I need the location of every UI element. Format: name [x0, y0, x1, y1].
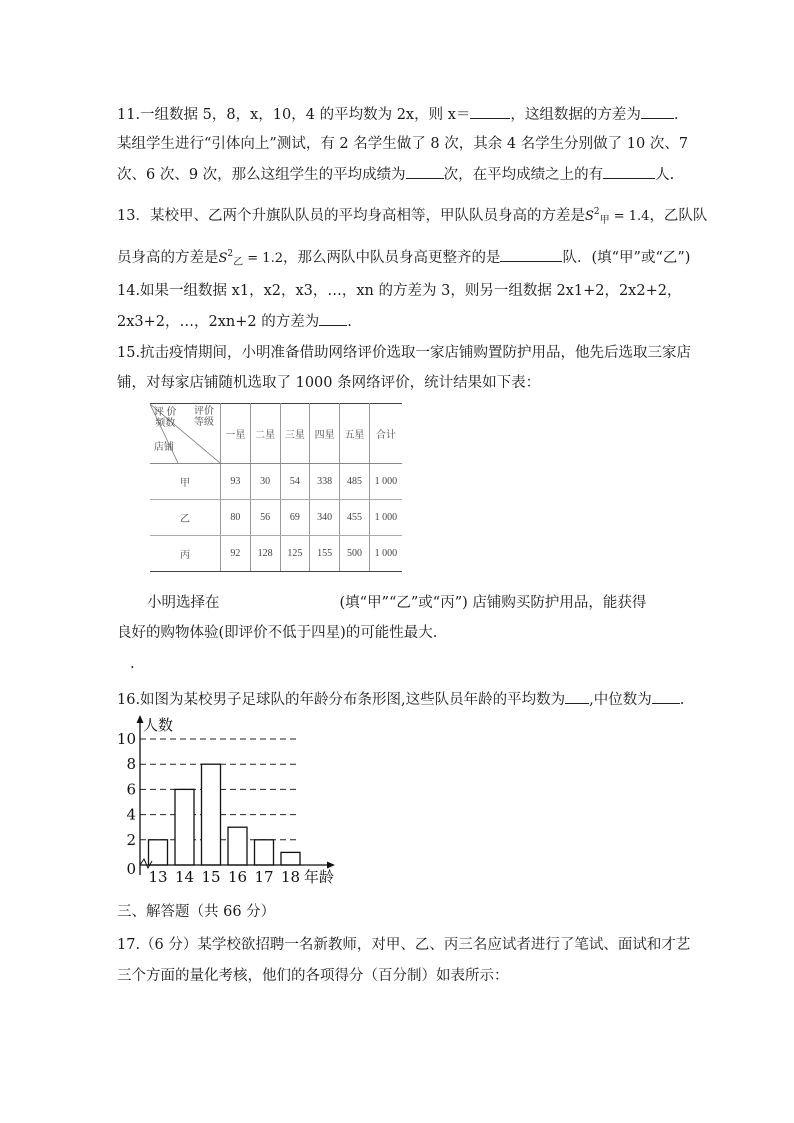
bar-age-14 — [175, 789, 194, 865]
q11-line — [117, 104, 679, 125]
table-cell: 1 000 — [369, 500, 402, 536]
q13-text-c: 员身高的方差是 — [117, 250, 219, 266]
q15-answer-line2: 良好的购物体验(即评价不低于四星)的可能性最大. — [117, 625, 438, 641]
x-tick-label: 16 — [227, 868, 248, 886]
table-corner-cell — [150, 404, 221, 464]
table-row — [150, 500, 402, 536]
q12-text-a: 次、6 次、9 次，那么这组学生的平均成绩为 — [117, 167, 406, 183]
q13-text-b: ，乙队队 — [649, 208, 708, 224]
q15-answer-b: (填“甲”“乙”或“丙”) 店铺购买防护用品，能获得 — [339, 595, 647, 611]
table-cell: 92 — [221, 536, 251, 572]
q13-blank-team[interactable] — [500, 247, 562, 262]
table-cell: 93 — [221, 464, 251, 500]
table-cell: 125 — [280, 536, 310, 572]
x-tick-label: 13 — [148, 868, 168, 886]
x-tick-labels — [148, 868, 300, 886]
q16-text-c: . — [679, 692, 685, 708]
table-row — [150, 464, 402, 500]
q14-line2 — [117, 311, 352, 332]
row-store: 丙 — [150, 536, 221, 572]
q15-answer-line1 — [147, 593, 646, 613]
table-cell: 338 — [310, 464, 340, 500]
table-cell: 340 — [310, 500, 340, 536]
y-axis-label: 人数 — [143, 716, 174, 734]
x-tick-label: 14 — [174, 868, 195, 886]
table-cell: 155 — [310, 536, 340, 572]
corner-label-level: 评价 等级 — [194, 406, 214, 428]
table-cell: 1 000 — [369, 536, 402, 572]
y-tick-label: 2 — [126, 830, 136, 849]
bar-age-18 — [281, 852, 300, 865]
x-axis-label: 年龄 — [304, 868, 335, 886]
q14-text-b: . — [347, 314, 352, 330]
q15-line1: 15.抗击疫情期间，小明准备借助网络评价选取一家店铺购置防护用品，他先后选取三家店 — [117, 345, 692, 361]
q12-line2 — [117, 164, 674, 185]
table-cell: 1 000 — [369, 464, 402, 500]
x-tick-label: 18 — [280, 868, 301, 886]
y-tick-label: 8 — [126, 755, 136, 774]
y-tick-label: 0 — [126, 860, 136, 878]
q16-blank-median[interactable] — [652, 689, 680, 704]
header-total: 合计 — [369, 404, 402, 464]
q13-line2 — [117, 244, 690, 273]
bar-age-17 — [255, 840, 274, 865]
q14-line1: 14.如果一组数据 x1，x2，x3，…，xn 的方差为 3，则另一组数据 2x1+2，2x2+2， — [117, 283, 682, 299]
table-cell: 485 — [340, 464, 370, 500]
y-tick-label: 4 — [126, 805, 136, 824]
table-cell: 500 — [340, 536, 370, 572]
y-tick-labels — [117, 730, 136, 878]
row-store: 乙 — [150, 500, 221, 536]
q14-blank-variance[interactable] — [319, 311, 347, 326]
q13-text-d: ，那么两队中队员身高更整齐的是 — [282, 250, 501, 266]
q16-text-b: ,中位数为 — [589, 692, 652, 708]
q15-line2: 铺，对每家店铺随机选取了 1000 条网络评价，统计结果如下表： — [117, 375, 541, 391]
header-three-star: 三星 — [280, 404, 310, 464]
y-tick-label: 6 — [126, 780, 136, 799]
q13-line1 — [117, 202, 707, 231]
corner-label-count: 评 价 频数 — [154, 407, 177, 429]
row-store: 甲 — [150, 464, 221, 500]
q13-text-e: 队．(填“甲”或“乙”) — [562, 250, 691, 266]
q14-text-a: 2x3+2，…，2xn+2 的方差为 — [117, 314, 320, 330]
y-tick-label: 10 — [116, 730, 136, 748]
q11-blank-variance[interactable] — [641, 104, 674, 119]
table-cell: 54 — [280, 464, 310, 500]
q13-variance-b: $S^2_乙 = 1.2$ — [218, 249, 283, 268]
table-cell: 80 — [221, 500, 251, 536]
table-cell: 455 — [340, 500, 370, 536]
section3-title: 三、解答题（共 66 分） — [117, 904, 276, 920]
x-tick-label: 17 — [254, 868, 274, 886]
q16-blank-mean[interactable] — [565, 689, 589, 704]
q16-line — [117, 689, 684, 710]
q13-variance-a: $S^2_甲 = 1.4$ — [584, 207, 650, 226]
q11-text-a: 11.一组数据 5，8，x，10，4 的平均数为 2x，则 x＝ — [117, 107, 471, 123]
q12-text-c: 人. — [655, 167, 675, 183]
bar-age-16 — [228, 827, 247, 865]
q12-line1: 某组学生进行“引体向上”测试，有 2 名学生做了 8 次，其余 4 名学生分别做了 10 次、7 — [117, 136, 689, 152]
table-cell: 56 — [250, 500, 280, 536]
q13-text-a: 13．某校甲、乙两个升旗队队员的平均身高相等，甲队队员身高的方差是 — [117, 208, 585, 224]
table-cell: 69 — [280, 500, 310, 536]
q11-blank-x[interactable] — [470, 104, 510, 119]
header-one-star: 一星 — [221, 404, 251, 464]
table-cell: 30 — [250, 464, 280, 500]
table-cell: 128 — [250, 536, 280, 572]
table-row — [150, 536, 402, 572]
q16-text-a: 16.如图为某校男子足球队的年龄分布条形图,这些队员年龄的平均数为 — [117, 692, 566, 708]
x-tick-label: 15 — [201, 868, 221, 886]
q17-line2: 三个方面的量化考核，他们的各项得分（百分制）如表所示： — [117, 968, 509, 984]
q11-text-b: ，这组数据的方差为 — [510, 107, 641, 123]
q15-answer-a: 小明选择在 — [147, 595, 220, 611]
stray-dot: . — [130, 656, 135, 672]
q12-blank-average[interactable] — [406, 164, 444, 179]
bar-age-15 — [202, 764, 221, 865]
store-rating-table — [150, 403, 402, 572]
q12-blank-count[interactable] — [603, 164, 655, 179]
header-two-star: 二星 — [250, 404, 280, 464]
q12-text-b: 次，在平均成绩之上的有 — [443, 167, 604, 183]
table-header-row — [150, 404, 402, 464]
q11-text-c: . — [673, 107, 679, 123]
q17-line1: 17.（6 分）某学校欲招聘一名新教师，对甲、乙、丙三名应试者进行了笔试、面试和才艺 — [117, 937, 691, 953]
header-five-star: 五星 — [340, 404, 370, 464]
corner-label-store: 店铺 — [154, 442, 174, 453]
header-four-star: 四星 — [310, 404, 340, 464]
age-bar-chart — [112, 713, 352, 893]
